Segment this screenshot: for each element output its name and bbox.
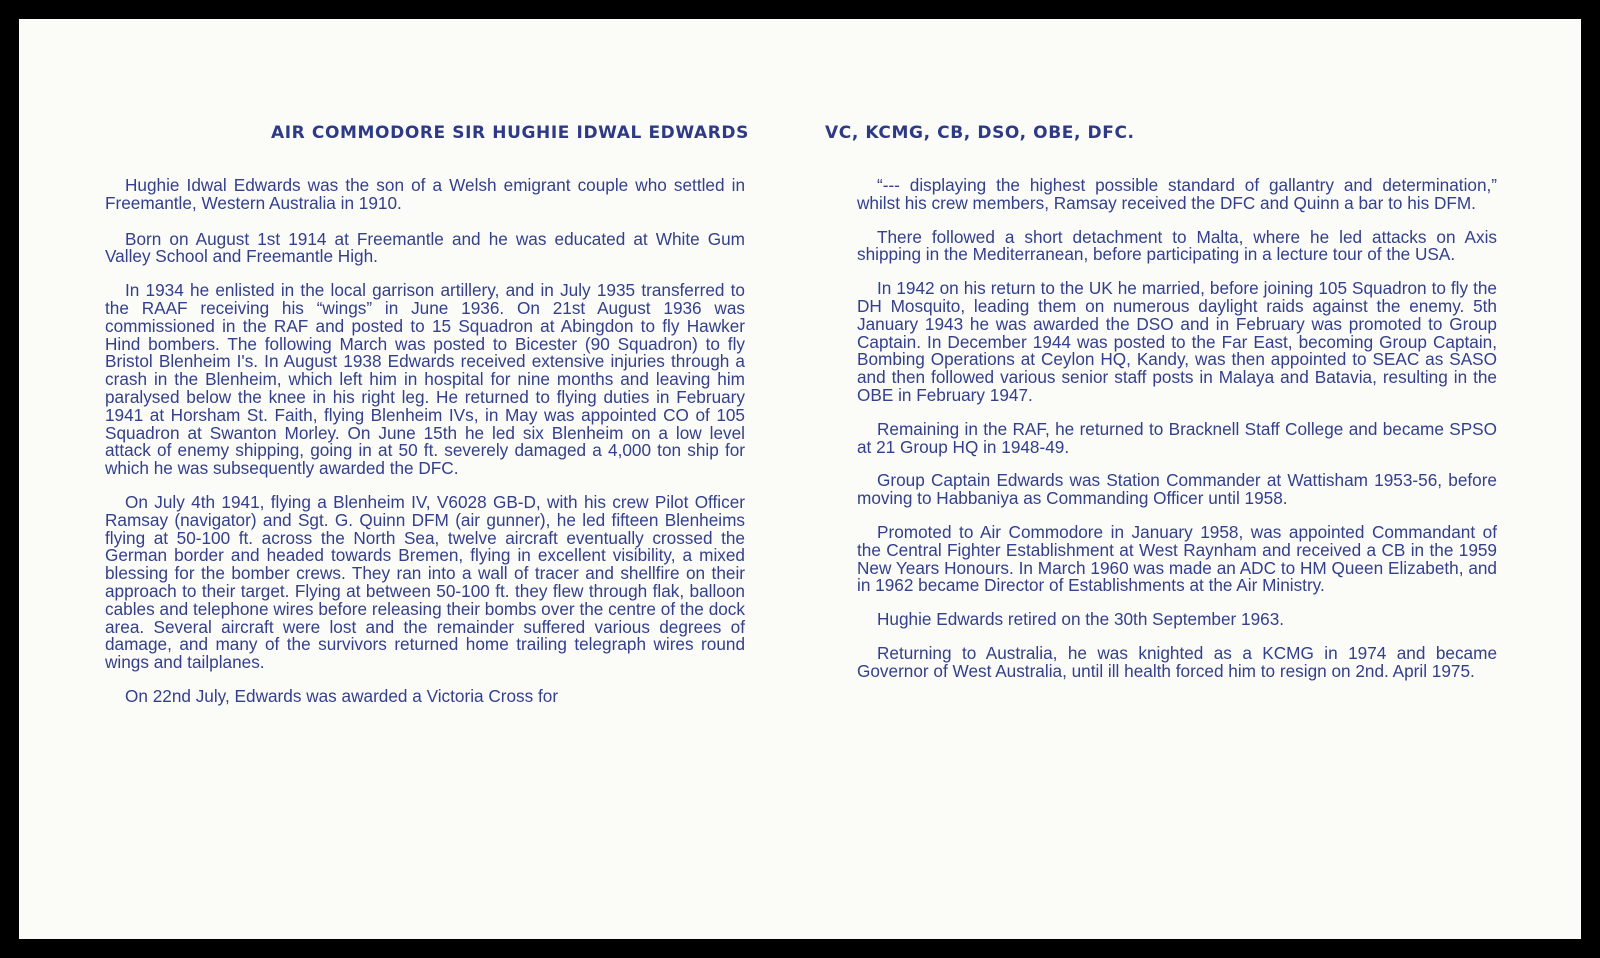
paragraph: Group Captain Edwards was Station Commander at Wattisham 1953-56, before moving to Habbaniya as Commanding Officer until 1958. (857, 470, 1497, 509)
paragraph: In 1942 on his return to the UK he married, before joining 105 Squadron to fly the DH Mosquito, leading them on numerous daylight raids against the enemy. 5th January 1943 he was awarded the DSO and in February was promoted to Group Captain. In December 1944 was posted to the Far East, becoming Group Captain, Bombing Operations at Ceylon HQ, Kandy, was then appointed to SEAC as SASO and then followed various senior staff posts in Malaya and Batavia, resulting in the OBE in February 1947. (857, 278, 1497, 405)
paragraph: Hughie Edwards retired on the 30th September 1963. (877, 609, 1285, 630)
document-card (19, 19, 1581, 939)
paragraph: Hughie Idwal Edwards was the son of a Welsh emigrant couple who settled in Freemantle, Western Australia in 1910. (105, 175, 745, 213)
left-column (105, 177, 745, 722)
paragraph: Promoted to Air Commodore in January 1958, was appointed Commandant of the Central Fighter Establishment at West Raynham and received a CB in the 1959 New Years Honours. In March 1960 was made an ADC to HM Queen Elizabeth, and in 1962 became Director of Establishments at the Air Ministry. (857, 521, 1497, 596)
paragraph: There followed a short detachment to Malta, where he led attacks on Axis shipping in the Mediterranean, before participating in a lecture tour of the USA. (857, 226, 1497, 265)
paragraph: “--- displaying the highest possible standard of gallantry and determination,” whilst his crew members, Ramsay received the DFC and Quinn a bar to his DFM. (857, 175, 1497, 213)
paragraph: Remaining in the RAF, he returned to Bracknell Staff College and became SPSO at 21 Group HQ in 1948-49. (857, 418, 1497, 457)
paragraph: On July 4th 1941, flying a Blenheim IV, V6028 GB-D, with his crew Pilot Officer Ramsay (navigator) and Sgt. G. Quinn DFM (air gunner), he led fifteen Blenheims flying at 50-100 ft. across the North Sea, twelve aircraft eventually crossed the German border and headed towards Bremen, flying in excellent visibility, a mixed blessing for the bomber crews. They ran into a wall of tracer and shellfire on their approach to their target. Flying at between 50-100 ft. they flew through flak, balloon cables and telephone wires before releasing their bombs over the centre of the dock area. Several aircraft were lost and the remainder suffered various degrees of damage, and many of the survivors returned home trailing telegraph wires round wings and tailplanes. (105, 491, 745, 673)
title-honours: VC, KCMG, CB, DSO, OBE, DFC. (825, 123, 1135, 143)
paragraph: In 1934 he enlisted in the local garrison artillery, and in July 1935 transferred to the RAAF receiving his “wings” in June 1936. On 21st August 1936 was commissioned in the RAF and posted to 15 Squadron at Abingdon to fly Hawker Hind bombers. The following March was posted to Bicester (90 Squadron) to fly Bristol Blenheim I's. In August 1938 Edwards received extensive injuries through a crash in the Blenheim, which left him in hospital for nine months and leaving him paralysed below the knee in his right leg. He returned to flying duties in February 1941 at Horsham St. Faith, flying Blenheim IVs, in May was appointed CO of 105 Squadron at Swanton Morley. On June 15th he led six Blenheim on a low level attack of enemy shipping, going in at 50 ft. severely damaged a 4,000 ton ship for which he was subsequently awarded the DFC. (105, 280, 745, 479)
right-column (857, 177, 1497, 697)
paragraph: Born on August 1st 1914 at Freemantle and he was educated at White Gum Valley School and Freemantle High. (105, 228, 745, 267)
title-name: AIR COMMODORE SIR HUGHIE IDWAL EDWARDS (271, 123, 749, 143)
paragraph: On 22nd July, Edwards was awarded a Victoria Cross for (125, 685, 559, 706)
paragraph: Returning to Australia, he was knighted as a KCMG in 1974 and became Governor of West Australia, until ill health forced him to resign on 2nd. April 1975. (857, 642, 1497, 681)
